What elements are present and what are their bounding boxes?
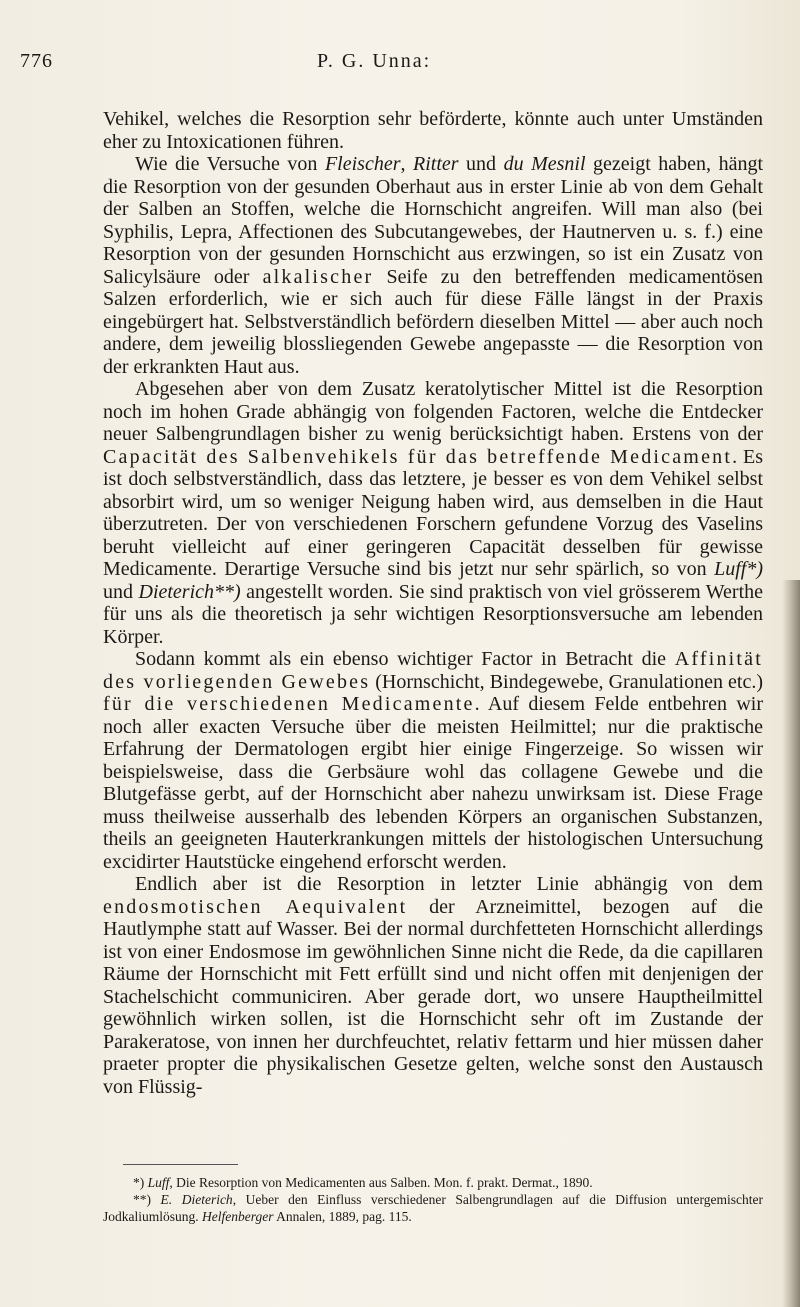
text-run: und <box>103 580 139 603</box>
paragraph <box>103 378 763 648</box>
text-run: Wie die Versuche von <box>135 153 325 175</box>
text-run: **) <box>133 1192 161 1207</box>
text-run: angestellt worden. Sie sind praktisch von viel grösserem Werthe für uns als die theoretisch ja sehr wichtigen Resorptionsversuche am lebenden Körper. <box>103 580 764 648</box>
text-run: . Auf diesem Felde entbehren wir noch aller exacten Versuche über die meisten Heilmittel; nur die praktische Erfahrung der Dermatologen ergibt hier einige Fingerzeige. So wissen wir beispielsweise, dass die Gerbsäure wohl das collagene Gewebe und die Blutgefässe gerbt, auf der Hornschicht aber nahezu unwirksam ist. Diese Frage muss theilweise ausserhalb des lebenden Körpers an organischen Substanzen, theils an geeigneten Hauterkrankungen mittels der histologischen Untersuchung excidirter Hautstücke eingehend erforscht werden. <box>103 693 763 873</box>
text-run: , Die Resorption von Medicamenten aus Salben. Mon. f. prakt. Dermat., 1890. <box>169 1175 593 1190</box>
running-header <box>20 50 760 80</box>
spaced-emphasis: für die verschiedenen Medicamente <box>103 693 475 715</box>
paragraph <box>103 153 763 378</box>
italic-name: Helfenberger <box>202 1209 274 1224</box>
text-run: Endlich aber ist die Resorption in letzter Linie abhängig von dem <box>135 873 763 895</box>
italic-name: Ritter <box>413 153 459 175</box>
text-run: , Ueber den Einfluss verschiedener Salbengrundlagen auf die Diffusion untergemischter Jodkaliumlösung. <box>103 1192 763 1224</box>
italic-name: du Mesnil <box>503 153 586 175</box>
text-run: Sodann kommt als ein ebenso wichtiger Factor in Betracht die <box>135 648 675 670</box>
spaced-emphasis: endosmotischen Aequivalent <box>103 895 408 918</box>
text-run: gezeigt haben, hängt die Resorption von der gesunden Oberhaut aus in erster Linie ab von dem Gehalt der Salben an Stoffen, welche die Hornschicht angreifen. Will man also (bei Syphilis, Lepra, Affectionen des Subcutangewebes, der Hautnerven u. s. f.) eine Resorption von der gesunden Hornschicht aus erzwingen, so ist ein Zusatz von Salicylsäure oder <box>103 153 764 288</box>
page-number: 776 <box>20 50 53 72</box>
text-run: Abgesehen aber von dem Zusatz keratolytischer Mittel ist die Resorption noch im hohen Grade abhängig von folgenden Factoren, welche die Entdecker neuer Salbengrundlagen bisher zu wenig berücksichtigt haben. Erstens von der <box>103 378 763 445</box>
text-run: *) <box>133 1175 148 1190</box>
italic-name: Luff <box>147 1175 170 1190</box>
spaced-emphasis: alkalischer <box>262 265 374 288</box>
page-edge-shadow <box>782 580 800 1307</box>
footnote-rule <box>123 1164 238 1165</box>
footnote <box>103 1191 763 1225</box>
paragraph <box>103 873 763 1098</box>
text-run: Seife zu den betreffenden medicamentösen Salzen erforderlich, wie er sich auch für diese Fälle längst in der Praxis eingebürgert hat. Selbstverständlich befördern dieselben Mittel — aber auch noch andere, dem jeweilig blossliegenden Gewebe angepasste — die Resorption von der erkrankten Haut aus. <box>103 265 763 378</box>
body-text <box>103 108 763 1098</box>
text-run: Vehikel, welches die Resorption sehr beförderte, könnte auch unter Umständen eher zu Intoxicationen führen. <box>103 108 763 153</box>
italic-name: E. Dieterich <box>160 1192 233 1207</box>
italic-name: Dieterich**) <box>138 580 241 603</box>
italic-name: Fleischer <box>324 153 401 175</box>
text-run: Annalen, 1889, pag. 115. <box>273 1209 412 1224</box>
text-run: der Arzneimittel, bezogen auf die Hautlymphe statt auf Wasser. Bei der normal durchfetteten Hornschicht allerdings ist von einer Endosmose im gewöhnlichen Sinne nicht die Rede, da die capillaren Räume der Hornschicht mit Fett erfüllt sind und nicht offen mit denjenigen der Stachelschicht communiciren. Aber gerade dort, wo unsere Hauptheilmittel gewöhnlich wirken sollen, ist die Hornschicht sehr oft im Zustande der Parakeratose, von innen her durchfeuchtet, relativ fettarm und hier müssen daher praeter propter die physikalischen Gesetze gelten, welche sonst den Austausch von Flüssig- <box>103 895 763 1098</box>
spaced-emphasis: Capacität des Salbenvehikels für das betreffende Medicament <box>103 445 733 468</box>
paragraph <box>103 108 763 153</box>
spaced-emphasis: Affinität des vorliegenden Gewebes <box>103 648 763 693</box>
paragraph <box>103 648 763 873</box>
text-run: . Es ist doch selbstverständlich, dass das letztere, je besser es von dem Vehikel selbst absorbirt wird, um so weniger Neigung haben wird, aus demselben in die Haut überzutreten. Der von verschiedenen Forschern gefundene Vorzug des Vaselins beruht vielleicht auf einer geringeren Capacität desselben für gewisse Medicamente. Derartige Versuche sind bis jetzt nur sehr spärlich, so von <box>103 445 764 580</box>
text-run: , <box>400 153 413 175</box>
text-run: (Hornschicht, Bindegewebe, Granulationen etc.) <box>370 670 763 693</box>
footnotes <box>103 1174 763 1225</box>
text-run: und <box>458 153 504 175</box>
italic-name: Luff*) <box>714 558 763 580</box>
running-head-author: P. G. Unna: <box>317 50 432 72</box>
footnote <box>103 1174 763 1191</box>
